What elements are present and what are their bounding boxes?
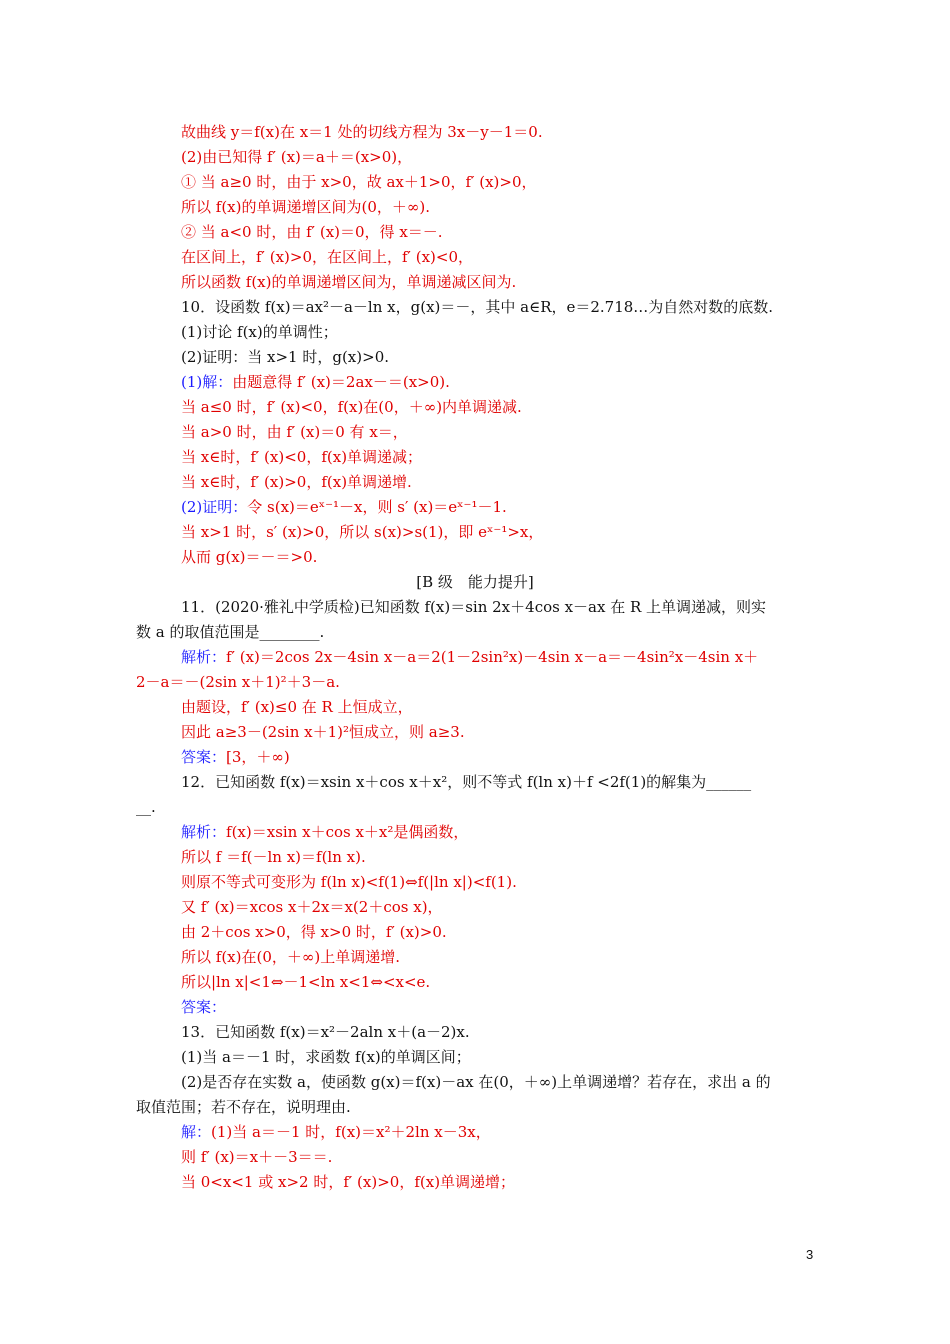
- line-text: 当 a≤0 时，f′ (x)<0，f(x)在(0，＋∞)内单调递减.: [181, 398, 522, 416]
- line-text: 2－a＝－(2sin x＋1)²＋3－a.: [136, 673, 340, 691]
- text-line: [181, 972, 430, 992]
- line-text: (1)当 a＝－1 时，求函数 f(x)的单调区间；: [181, 1048, 471, 1066]
- text-line: [181, 297, 773, 317]
- text-line: [136, 1097, 351, 1117]
- text-line: [181, 1122, 491, 1142]
- line-text: f′ (x)＝2cos 2x－4sin x－a＝2(1－2sin²x)－4sin x－a＝－4sin²x－4sin x＋: [226, 648, 759, 666]
- text-line: [136, 797, 156, 817]
- text-line: [181, 772, 751, 792]
- text-line: [181, 497, 507, 517]
- line-text: (2)证明：当 x>1 时，g(x)>0.: [181, 348, 390, 366]
- text-line: [181, 747, 290, 767]
- line-text: 10．设函数 f(x)＝ax²－a－ln x，g(x)＝－，其中 a∈R，e＝2.718…为自然对数的底数.: [181, 298, 774, 316]
- line-text: 又 f′ (x)＝xcos x＋2x＝x(2＋cos x)，: [181, 898, 443, 916]
- line-text: 当 a>0 时，由 f′ (x)＝0 有 x＝，: [181, 423, 408, 441]
- text-line: [181, 122, 543, 142]
- answer-label: 答案：: [181, 998, 227, 1016]
- text-line: [181, 522, 543, 542]
- line-text: 所以函数 f(x)的单调递增区间为，单调递减区间为.: [181, 273, 517, 291]
- line-text: 所以 f(x)在(0，＋∞)上单调递增.: [181, 948, 400, 966]
- page-number: 3: [806, 1247, 814, 1262]
- line-text: 数 a 的取值范围是________.: [136, 623, 325, 641]
- text-line: [181, 447, 422, 467]
- text-line: [181, 872, 517, 892]
- text-line: [181, 197, 430, 217]
- line-text: f(x)＝xsin x＋cos x＋x²是偶函数，: [226, 823, 469, 841]
- text-line: [136, 622, 324, 642]
- line-text: 当 0<x<1 或 x>2 时，f′ (x)>0，f(x)单调递增；: [181, 1173, 516, 1191]
- answer-label: 答案：: [181, 748, 227, 766]
- text-line: [136, 672, 340, 692]
- line-text: 从而 g(x)＝－＝>0.: [181, 548, 318, 566]
- text-line: [181, 1147, 332, 1167]
- text-line: [181, 1047, 471, 1067]
- line-text: 所以 f ＝f(－ln x)＝f(ln x).: [181, 848, 366, 866]
- line-text: (2)是否存在实数 a，使函数 g(x)＝f(x)－ax 在(0，＋∞)上单调递增？若存在，求出 a 的: [181, 1073, 771, 1091]
- line-text: (1)当 a＝－1 时，f(x)＝x²＋2ln x－3x，: [211, 1123, 491, 1141]
- text-line: [181, 897, 443, 917]
- text-line: [181, 1072, 771, 1092]
- text-line: [0, 572, 950, 592]
- line-text: 当 x∈时，f′ (x)>0，f(x)单调递增.: [181, 473, 412, 491]
- text-line: [181, 647, 758, 667]
- line-text: [B 级 能力提升]: [416, 573, 534, 591]
- line-text: 在区间上，f′ (x)>0，在区间上，f′ (x)<0，: [181, 248, 474, 266]
- text-line: [181, 472, 412, 492]
- answer-label: (1)解：: [181, 373, 233, 391]
- text-line: [181, 922, 447, 942]
- answer-label: 解：: [181, 1123, 212, 1141]
- text-line: [181, 272, 516, 292]
- line-text: 故曲线 y＝f(x)在 x＝1 处的切线方程为 3x－y－1＝0.: [181, 123, 543, 141]
- line-text: 由 2＋cos x>0，得 x>0 时，f′ (x)>0.: [181, 923, 447, 941]
- line-text: 取值范围；若不存在，说明理由.: [136, 1098, 351, 1116]
- line-text: 由题意得 f′ (x)＝2ax－＝(x>0).: [232, 373, 450, 391]
- line-text: 当 x∈时，f′ (x)<0，f(x)单调递减；: [181, 448, 423, 466]
- line-text: 11．(2020·雅礼中学质检)已知函数 f(x)＝sin 2x＋4cos x－ax 在 R 上单调递减，则实: [181, 598, 767, 616]
- line-text: 令 s(x)＝eˣ⁻¹－x，则 s′ (x)＝eˣ⁻¹－1.: [247, 498, 507, 516]
- answer-label: 解析：: [181, 823, 227, 841]
- line-text: __.: [136, 798, 156, 816]
- text-line: [181, 347, 389, 367]
- text-line: [181, 822, 468, 842]
- text-line: [181, 372, 450, 392]
- text-line: [181, 247, 473, 267]
- line-text: (1)讨论 f(x)的单调性；: [181, 323, 338, 341]
- text-line: [181, 697, 413, 717]
- line-text: (2)由已知得 f′ (x)＝a＋＝(x>0)，: [181, 148, 413, 166]
- text-line: [181, 222, 443, 242]
- text-line: [181, 597, 766, 617]
- line-text: 因此 a≥3－(2sin x＋1)²恒成立，则 a≥3.: [181, 723, 465, 741]
- line-text: 所以|ln x|<1⇔－1<ln x<1⇔<x<e.: [181, 973, 431, 991]
- line-text: 当 x>1 时，s′ (x)>0，所以 s(x)>s(1)，即 eˣ⁻¹>x，: [181, 523, 544, 541]
- line-text: ① 当 a≥0 时，由于 x>0，故 ax＋1>0，f′ (x)>0，: [181, 173, 537, 191]
- line-text: ② 当 a<0 时，由 f′ (x)＝0，得 x＝－.: [181, 223, 443, 241]
- line-text: 所以 f(x)的单调递增区间为(0，＋∞).: [181, 198, 430, 216]
- answer-label: (2)证明：: [181, 498, 248, 516]
- line-text: 由题设，f′ (x)≤0 在 R 上恒成立，: [181, 698, 413, 716]
- text-line: [181, 997, 226, 1017]
- line-text: 12．已知函数 f(x)＝xsin x＋cos x＋x²，则不等式 f(ln x)＋f <2f(1)的解集为______: [181, 773, 752, 791]
- text-line: [181, 172, 537, 192]
- line-text: [3，＋∞): [226, 748, 290, 766]
- text-line: [181, 1172, 515, 1192]
- text-line: [181, 422, 408, 442]
- line-text: 则原不等式可变形为 f(ln x)<f(1)⇔f(|ln x|)<f(1).: [181, 873, 517, 891]
- text-line: [181, 397, 522, 417]
- line-text: 则 f′ (x)＝x＋－3＝＝.: [181, 1148, 333, 1166]
- text-line: [181, 1022, 470, 1042]
- line-text: 13．已知函数 f(x)＝x²－2aln x＋(a－2)x.: [181, 1023, 470, 1041]
- text-line: [181, 547, 317, 567]
- text-line: [181, 947, 400, 967]
- text-line: [181, 722, 465, 742]
- text-line: [181, 847, 366, 867]
- text-line: [181, 322, 338, 342]
- text-line: [181, 147, 412, 167]
- answer-label: 解析：: [181, 648, 227, 666]
